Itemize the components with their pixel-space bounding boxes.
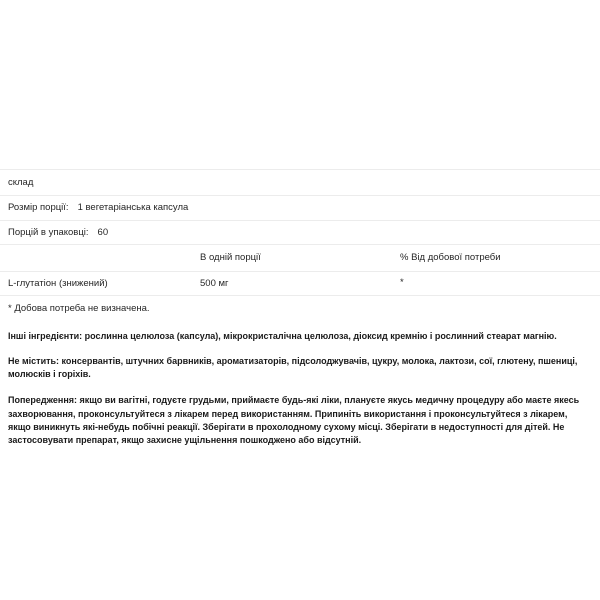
nutrient-name: L-глутатіон (знижений)	[8, 277, 108, 289]
table-row-title	[0, 170, 600, 196]
serving-size-label: Розмір порції:	[8, 202, 69, 214]
warning-paragraph: Попередження: якщо ви вагітні, годуєте грудьми, приймаєте будь-які ліки, плануєте якусь медичну процедуру або маєте якесь захворювання, проконсультуйтеся з лікарем перед використанням. Припиніть використання і проконсультуйтеся з лікарем, якщо виникнуть які-небудь побічні реакції. Зберігати в прохолодному сухому місці. Зберігати в недоступності для дітей. Не застосовувати препарат, якщо захисне ущільнення пошкоджено або відсутній.	[8, 395, 580, 445]
column-header-name	[0, 245, 200, 271]
daily-value-footnote: * Добова потреба не визначена.	[0, 295, 600, 314]
column-header-percent-daily-value: % Від добової потреби	[400, 252, 501, 264]
table-row-header	[0, 245, 600, 271]
servings-per-container-cell	[0, 220, 600, 244]
top-blank-area	[0, 0, 600, 169]
nutrient-daily-value: *	[400, 276, 404, 288]
table-row	[0, 271, 600, 295]
supplement-facts-table	[0, 169, 600, 295]
servings-per-container-label: Порцій в упаковці:	[8, 226, 89, 238]
table-row-servings-per-container	[0, 220, 600, 244]
servings-per-container-value: 60	[97, 226, 109, 238]
table-row-serving-size	[0, 196, 600, 220]
serving-size-cell	[0, 196, 600, 220]
nutrient-amount: 500 мг	[200, 277, 229, 289]
serving-size-value: 1 вегетаріанська капсула	[77, 202, 189, 214]
column-header-amount-per-serving: В одній порції	[200, 252, 261, 264]
other-ingredients-paragraph: Інші інгредієнти: рослинна целюлоза (капсула), мікрокристалічна целюлоза, діоксид кремнію і рослинний стеарат магнію.	[8, 331, 557, 342]
free-from-paragraph: Не містить: консервантів, штучних барвників, ароматизаторів, підсолоджувачів, цукру, молока, лактози, сої, глютену, пшениці, молюсків і горіхів.	[8, 356, 578, 380]
supplement-facts-title: склад	[8, 177, 34, 188]
